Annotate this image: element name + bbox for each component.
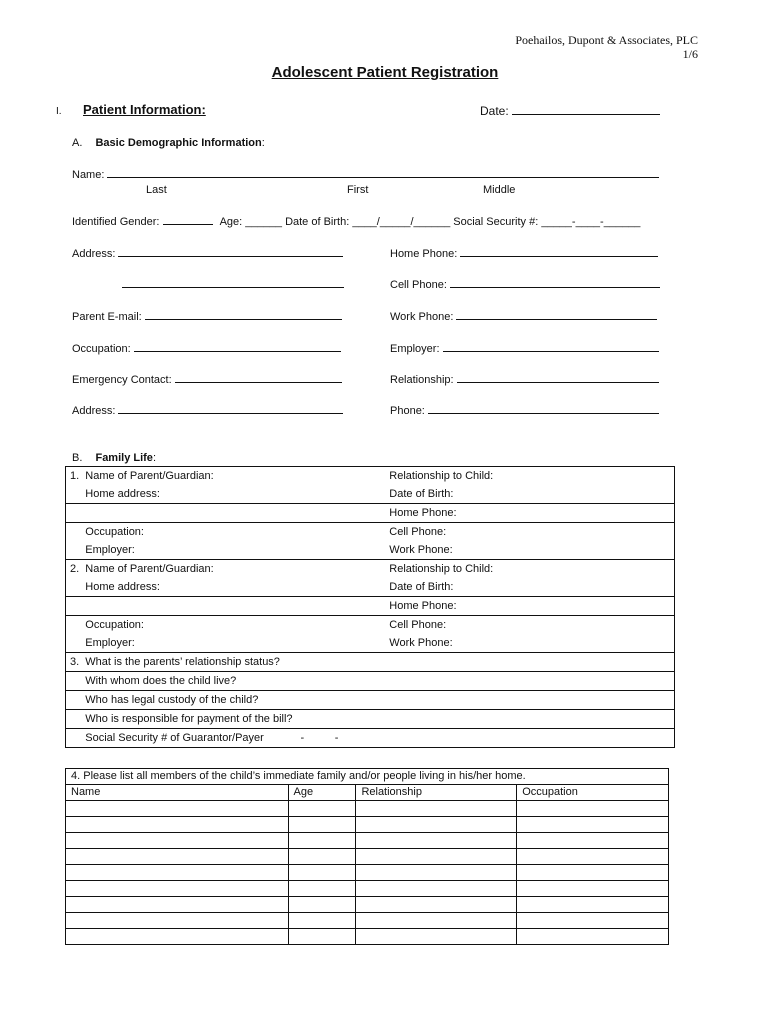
family-cell-right: Relationship to Child: xyxy=(385,560,674,579)
page-number: 1/6 xyxy=(682,47,698,61)
ssn-input[interactable]: _____-____-______ xyxy=(541,216,641,228)
family-cell-left: Home address: xyxy=(70,488,160,500)
member-relationship-cell[interactable] xyxy=(356,833,517,849)
basic-heading xyxy=(72,137,265,149)
member-age-cell[interactable] xyxy=(288,849,356,865)
member-occupation-cell[interactable] xyxy=(517,929,669,945)
family-row xyxy=(66,653,675,672)
last-caption: Last xyxy=(146,184,167,196)
family-row xyxy=(66,616,675,635)
relationship-label: Relationship: xyxy=(390,374,454,386)
family-row xyxy=(66,597,675,616)
family-row xyxy=(66,710,675,729)
members-row xyxy=(66,929,669,945)
family-cell-right xyxy=(385,691,674,710)
family-cell-right: Work Phone: xyxy=(389,544,453,556)
name-input[interactable] xyxy=(107,168,659,178)
family-row xyxy=(66,504,675,523)
address-line2 xyxy=(122,278,344,291)
section-heading: Patient Information: xyxy=(83,102,206,117)
work-phone-input[interactable] xyxy=(456,310,657,320)
occupation-field xyxy=(72,342,341,355)
basic-colon: : xyxy=(261,137,265,149)
family-cell-right xyxy=(385,653,674,672)
family-row xyxy=(66,729,675,748)
member-occupation-cell[interactable] xyxy=(517,817,669,833)
family-letter: B. xyxy=(72,452,83,464)
ssn-label: Social Security #: xyxy=(453,216,539,228)
members-prompt-row xyxy=(66,769,669,785)
member-occupation-cell[interactable] xyxy=(517,849,669,865)
family-cell-right xyxy=(385,672,674,691)
address-field xyxy=(72,247,343,260)
family-row xyxy=(66,485,675,504)
col-name-header: Name xyxy=(66,785,289,801)
family-cell-left: Occupation: xyxy=(66,616,386,635)
member-age-cell[interactable] xyxy=(288,881,356,897)
occupation-label: Occupation: xyxy=(72,343,131,355)
family-cell-right xyxy=(385,729,674,748)
parent-email-field xyxy=(72,310,342,323)
cell-phone-label: Cell Phone: xyxy=(390,279,447,291)
member-relationship-cell[interactable] xyxy=(356,849,517,865)
family-cell-right: Home Phone: xyxy=(385,597,674,616)
member-age-cell[interactable] xyxy=(288,817,356,833)
name-field xyxy=(72,168,659,181)
family-cell-left: Employer: xyxy=(70,544,135,556)
col-occupation-header: Occupation xyxy=(517,785,669,801)
member-occupation-cell[interactable] xyxy=(517,801,669,817)
emergency-input[interactable] xyxy=(175,373,342,383)
member-name-cell[interactable] xyxy=(66,913,289,929)
header-block xyxy=(515,33,698,61)
members-row xyxy=(66,865,669,881)
basic-heading-text: Basic Demographic Information xyxy=(95,137,262,149)
basic-letter: A. xyxy=(72,137,83,149)
family-cell-right: Cell Phone: xyxy=(385,616,674,635)
member-age-cell[interactable] xyxy=(288,865,356,881)
family-cell-left: Employer: xyxy=(70,637,135,649)
family-table-body xyxy=(66,467,675,748)
gender-input[interactable] xyxy=(163,215,213,225)
member-name-cell[interactable] xyxy=(66,929,289,945)
age-label: Age: xyxy=(219,216,243,228)
gender-label: Identified Gender: xyxy=(72,216,160,228)
member-age-cell[interactable] xyxy=(288,929,356,945)
col-relationship-header: Relationship xyxy=(356,785,517,801)
parent-email-input[interactable] xyxy=(145,310,342,320)
member-relationship-cell[interactable] xyxy=(356,897,517,913)
family-cell-right: Home Phone: xyxy=(385,504,674,523)
family-cell-right: Date of Birth: xyxy=(389,581,454,593)
dob-label: Date of Birth: xyxy=(285,216,350,228)
members-row xyxy=(66,897,669,913)
family-row xyxy=(66,634,675,653)
member-name-cell[interactable] xyxy=(66,817,289,833)
members-header-row xyxy=(66,785,669,801)
address2-label: Address: xyxy=(72,405,116,417)
date-input[interactable] xyxy=(512,105,660,115)
member-name-cell[interactable] xyxy=(66,881,289,897)
family-row xyxy=(66,541,675,560)
address-label: Address: xyxy=(72,248,116,260)
family-cell-left: Who has legal custody of the child? xyxy=(66,691,386,710)
family-cell-left: Home address: xyxy=(70,581,160,593)
family-colon: : xyxy=(152,452,156,464)
home-phone-label: Home Phone: xyxy=(390,248,458,260)
family-heading xyxy=(72,452,156,464)
dob-input[interactable]: ____/_____/______ xyxy=(352,216,451,228)
family-cell-left: 3. What is the parents’ relationship status? xyxy=(66,653,386,672)
family-cell-right xyxy=(385,710,674,729)
date-field xyxy=(480,104,660,118)
work-phone-label: Work Phone: xyxy=(390,311,454,323)
family-cell-left xyxy=(66,597,386,616)
emergency-field xyxy=(72,373,342,386)
relationship-input[interactable] xyxy=(457,373,659,383)
members-row xyxy=(66,849,669,865)
cell-phone-field xyxy=(390,278,660,291)
member-age-cell[interactable] xyxy=(288,833,356,849)
family-cell-left: 2. Name of Parent/Guardian: xyxy=(66,560,386,579)
family-cell-right: Relationship to Child: xyxy=(389,470,494,482)
occupation-input[interactable] xyxy=(134,342,341,352)
emergency-label: Emergency Contact: xyxy=(72,374,172,386)
cell-phone-input[interactable] xyxy=(450,278,660,288)
member-relationship-cell[interactable] xyxy=(356,801,517,817)
member-age-cell[interactable] xyxy=(288,801,356,817)
family-cell-right: Cell Phone: xyxy=(385,523,674,542)
phone-field xyxy=(390,404,659,417)
family-cell-right: Work Phone: xyxy=(389,637,453,649)
phone-input[interactable] xyxy=(428,404,659,414)
firm-name: Poehailos, Dupont & Associates, PLC xyxy=(515,33,698,47)
family-cell-left: With whom does the child live? xyxy=(66,672,386,691)
members-row xyxy=(66,817,669,833)
member-name-cell[interactable] xyxy=(66,801,289,817)
relationship-field xyxy=(390,373,659,386)
members-prompt: 4. Please list all members of the child’s immediate family and/or people living in his/her home. xyxy=(66,769,669,785)
page-title-text: Adolescent Patient Registration xyxy=(271,64,499,81)
name-label: Name: xyxy=(72,169,105,181)
members-table xyxy=(65,768,669,945)
date-label: Date: xyxy=(480,104,509,118)
employer-field xyxy=(390,342,659,355)
member-relationship-cell[interactable] xyxy=(356,881,517,897)
family-row xyxy=(66,523,675,542)
family-row xyxy=(66,672,675,691)
family-row xyxy=(66,691,675,710)
members-row xyxy=(66,881,669,897)
address-input[interactable] xyxy=(118,247,343,257)
member-name-cell[interactable] xyxy=(66,865,289,881)
member-age-cell[interactable] xyxy=(288,913,356,929)
family-cell-left: Social Security # of Guarantor/Payer - - xyxy=(66,729,386,748)
phone-label: Phone: xyxy=(390,405,425,417)
address2-input[interactable] xyxy=(118,404,343,414)
page-title xyxy=(0,64,770,81)
age-input[interactable]: ______ xyxy=(245,216,282,228)
family-cell-left: Occupation: xyxy=(66,523,386,542)
home-phone-input[interactable] xyxy=(460,247,658,257)
family-cell-left: Who is responsible for payment of the bill? xyxy=(66,710,386,729)
member-occupation-cell[interactable] xyxy=(517,881,669,897)
member-relationship-cell[interactable] xyxy=(356,929,517,945)
parent-email-label: Parent E-mail: xyxy=(72,311,142,323)
member-occupation-cell[interactable] xyxy=(517,913,669,929)
member-name-cell[interactable] xyxy=(66,833,289,849)
members-row xyxy=(66,913,669,929)
member-name-cell[interactable] xyxy=(66,897,289,913)
family-heading-text: Family Life xyxy=(95,452,153,464)
middle-caption: Middle xyxy=(483,184,516,196)
family-cell-right: Date of Birth: xyxy=(389,488,454,500)
family-cell-left xyxy=(66,504,386,523)
first-caption: First xyxy=(347,184,369,196)
member-name-cell[interactable] xyxy=(66,849,289,865)
members-row xyxy=(66,833,669,849)
member-occupation-cell[interactable] xyxy=(517,833,669,849)
family-row xyxy=(66,578,675,597)
member-occupation-cell[interactable] xyxy=(517,897,669,913)
employer-input[interactable] xyxy=(443,342,659,352)
address-input-2[interactable] xyxy=(122,278,344,288)
member-occupation-cell[interactable] xyxy=(517,865,669,881)
col-age-header: Age xyxy=(288,785,356,801)
member-relationship-cell[interactable] xyxy=(356,817,517,833)
family-cell-left: 1. Name of Parent/Guardian: xyxy=(70,470,214,482)
members-row xyxy=(66,801,669,817)
address2-field xyxy=(72,404,343,417)
member-age-cell[interactable] xyxy=(288,897,356,913)
work-phone-field xyxy=(390,310,657,323)
home-phone-field xyxy=(390,247,658,260)
identity-row xyxy=(72,215,640,228)
family-row xyxy=(66,467,675,486)
member-relationship-cell[interactable] xyxy=(356,865,517,881)
member-relationship-cell[interactable] xyxy=(356,913,517,929)
employer-label: Employer: xyxy=(390,343,440,355)
section-numeral: I. xyxy=(56,106,62,117)
family-table xyxy=(65,466,675,748)
family-row xyxy=(66,560,675,579)
